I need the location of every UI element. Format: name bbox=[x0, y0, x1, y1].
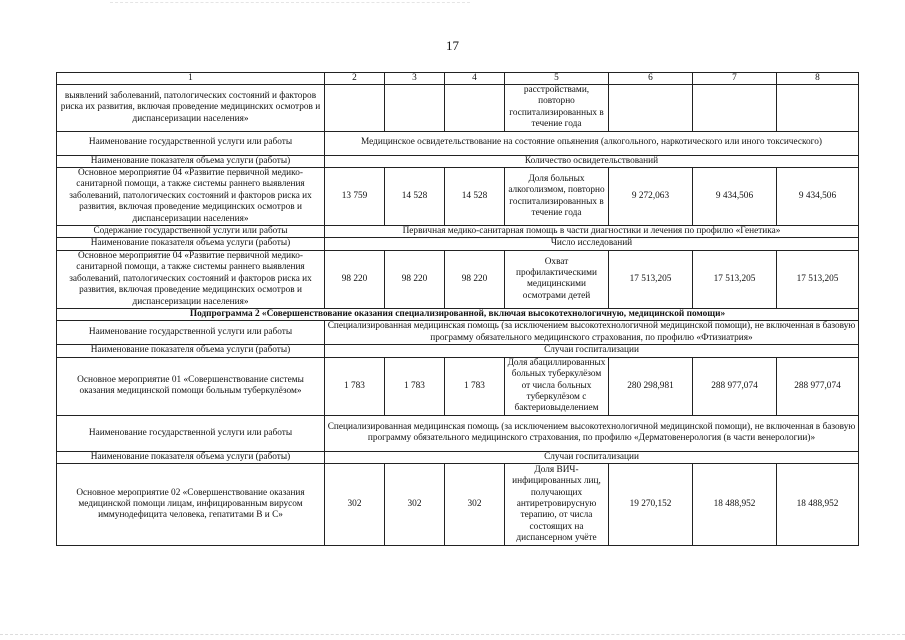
value-cell: 18 488,952 bbox=[777, 464, 859, 546]
activity-cell: Основное мероприятие 04 «Развитие первичной медико-санитарной помощи, а также системы раннего выявления заболеваний, патологических состояний и факторов риска их развития, включая проведение медицинских осмотров и диспансеризации населения» bbox=[57, 250, 325, 308]
table-row bbox=[57, 464, 859, 546]
service-content-row bbox=[57, 226, 859, 238]
column-header: 7 bbox=[693, 73, 777, 85]
column-header: 2 bbox=[325, 73, 385, 85]
row-value: Случаи госпитализации bbox=[325, 451, 859, 463]
value-cell: 98 220 bbox=[385, 250, 445, 308]
column-header: 1 bbox=[57, 73, 325, 85]
row-value: Медицинское освидетельствование на состояние опьянения (алкогольного, наркотического или иного токсического) bbox=[325, 131, 859, 155]
value-cell: 17 513,205 bbox=[609, 250, 693, 308]
value-cell: 1 783 bbox=[445, 357, 505, 415]
value-cell: 14 528 bbox=[385, 168, 445, 226]
column-header: 8 bbox=[777, 73, 859, 85]
value-cell: 98 220 bbox=[445, 250, 505, 308]
indicator-name-row bbox=[57, 345, 859, 357]
indicator-cell: расстройствами, повторно госпитализированных в течение года bbox=[505, 85, 609, 132]
value-cell: 302 bbox=[325, 464, 385, 546]
row-label: Наименование показателя объема услуги (работы) bbox=[57, 238, 325, 250]
column-header: 6 bbox=[609, 73, 693, 85]
row-value: Специализированная медицинская помощь (за исключением высокотехнологичной медицинской помощи), не включенная в базовую программу обязательного медицинского страхования, по профилю «Фтизиатрия» bbox=[325, 321, 859, 345]
row-label: Наименование показателя объема услуги (работы) bbox=[57, 345, 325, 357]
service-name-row bbox=[57, 321, 859, 345]
activity-cell: Основное мероприятие 04 «Развитие первичной медико-санитарной помощи, а также системы раннего выявления заболеваний, патологических состояний и факторов риска их развития, включая проведение медицинских осмотров и диспансеризации населения» bbox=[57, 168, 325, 226]
value-cell bbox=[693, 85, 777, 132]
activity-cell: Основное мероприятие 01 «Совершенствование системы оказания медицинской помощи больным туберкулёзом» bbox=[57, 357, 325, 415]
indicator-name-row bbox=[57, 155, 859, 167]
value-cell bbox=[325, 85, 385, 132]
row-value: Количество освидетельствований bbox=[325, 155, 859, 167]
column-header: 5 bbox=[505, 73, 609, 85]
table-header-row bbox=[57, 73, 859, 85]
row-value: Случаи госпитализации bbox=[325, 345, 859, 357]
indicator-cell: Охват профилактическими медицинскими осмотрами детей bbox=[505, 250, 609, 308]
value-cell bbox=[609, 85, 693, 132]
value-cell: 280 298,981 bbox=[609, 357, 693, 415]
activity-cell: Основное мероприятие 02 «Совершенствование оказания медицинской помощи лицам, инфицированным вирусом иммунодефицита человека, гепатитами B и C» bbox=[57, 464, 325, 546]
row-label: Наименование показателя объема услуги (работы) bbox=[57, 451, 325, 463]
value-cell: 9 272,063 bbox=[609, 168, 693, 226]
row-value: Число исследований bbox=[325, 238, 859, 250]
value-cell: 17 513,205 bbox=[693, 250, 777, 308]
row-value: Специализированная медицинская помощь (за исключением высокотехнологичной медицинской помощи), не включенная в базовую программу обязательного медицинского страхования, по профилю «Дерматовенерология (в части венерологии)» bbox=[325, 415, 859, 451]
value-cell bbox=[777, 85, 859, 132]
value-cell: 18 488,952 bbox=[693, 464, 777, 546]
value-cell: 1 783 bbox=[385, 357, 445, 415]
budget-table bbox=[56, 72, 859, 546]
value-cell: 17 513,205 bbox=[777, 250, 859, 308]
value-cell: 9 434,506 bbox=[693, 168, 777, 226]
scan-artifact-top bbox=[110, 2, 470, 3]
value-cell: 14 528 bbox=[445, 168, 505, 226]
value-cell: 302 bbox=[385, 464, 445, 546]
indicator-cell: Доля абациллированных больных туберкулёзом от числа больных туберкулёзом с бактериовыделением bbox=[505, 357, 609, 415]
row-label: Наименование государственной услуги или работы bbox=[57, 415, 325, 451]
row-label: Содержание государственной услуги или работы bbox=[57, 226, 325, 238]
value-cell: 13 759 bbox=[325, 168, 385, 226]
value-cell bbox=[445, 85, 505, 132]
scan-artifact-bottom bbox=[0, 634, 905, 637]
row-label: Наименование показателя объема услуги (работы) bbox=[57, 155, 325, 167]
value-cell: 288 977,074 bbox=[693, 357, 777, 415]
row-label: Наименование государственной услуги или работы bbox=[57, 131, 325, 155]
value-cell: 288 977,074 bbox=[777, 357, 859, 415]
indicator-name-row bbox=[57, 238, 859, 250]
value-cell: 98 220 bbox=[325, 250, 385, 308]
activity-cell: выявлений заболеваний, патологических состояний и факторов риска их развития, включая проведение медицинских осмотров и диспансеризации населения» bbox=[57, 85, 325, 132]
subprogram-title: Подпрограмма 2 «Совершенствование оказания специализированной, включая высокотехнологичную, медицинской помощи» bbox=[57, 308, 859, 320]
table-row bbox=[57, 250, 859, 308]
service-name-row bbox=[57, 415, 859, 451]
value-cell: 1 783 bbox=[325, 357, 385, 415]
row-value: Первичная медико-санитарная помощь в части диагностики и лечения по профилю «Генетика» bbox=[325, 226, 859, 238]
page-number: 17 bbox=[446, 38, 459, 53]
indicator-cell: Доля больных алкоголизмом, повторно госпитализированных в течение года bbox=[505, 168, 609, 226]
row-label: Наименование государственной услуги или работы bbox=[57, 321, 325, 345]
indicator-name-row bbox=[57, 451, 859, 463]
value-cell: 302 bbox=[445, 464, 505, 546]
column-header: 4 bbox=[445, 73, 505, 85]
indicator-cell: Доля ВИЧ-инфицированных лиц, получающих антиретровирусную терапию, от числа состоящих на диспансерном учёте bbox=[505, 464, 609, 546]
service-name-row bbox=[57, 131, 859, 155]
value-cell: 19 270,152 bbox=[609, 464, 693, 546]
table-row bbox=[57, 168, 859, 226]
table-row bbox=[57, 357, 859, 415]
value-cell bbox=[385, 85, 445, 132]
value-cell: 9 434,506 bbox=[777, 168, 859, 226]
column-header: 3 bbox=[385, 73, 445, 85]
subprogram-row bbox=[57, 308, 859, 320]
table-row bbox=[57, 85, 859, 132]
